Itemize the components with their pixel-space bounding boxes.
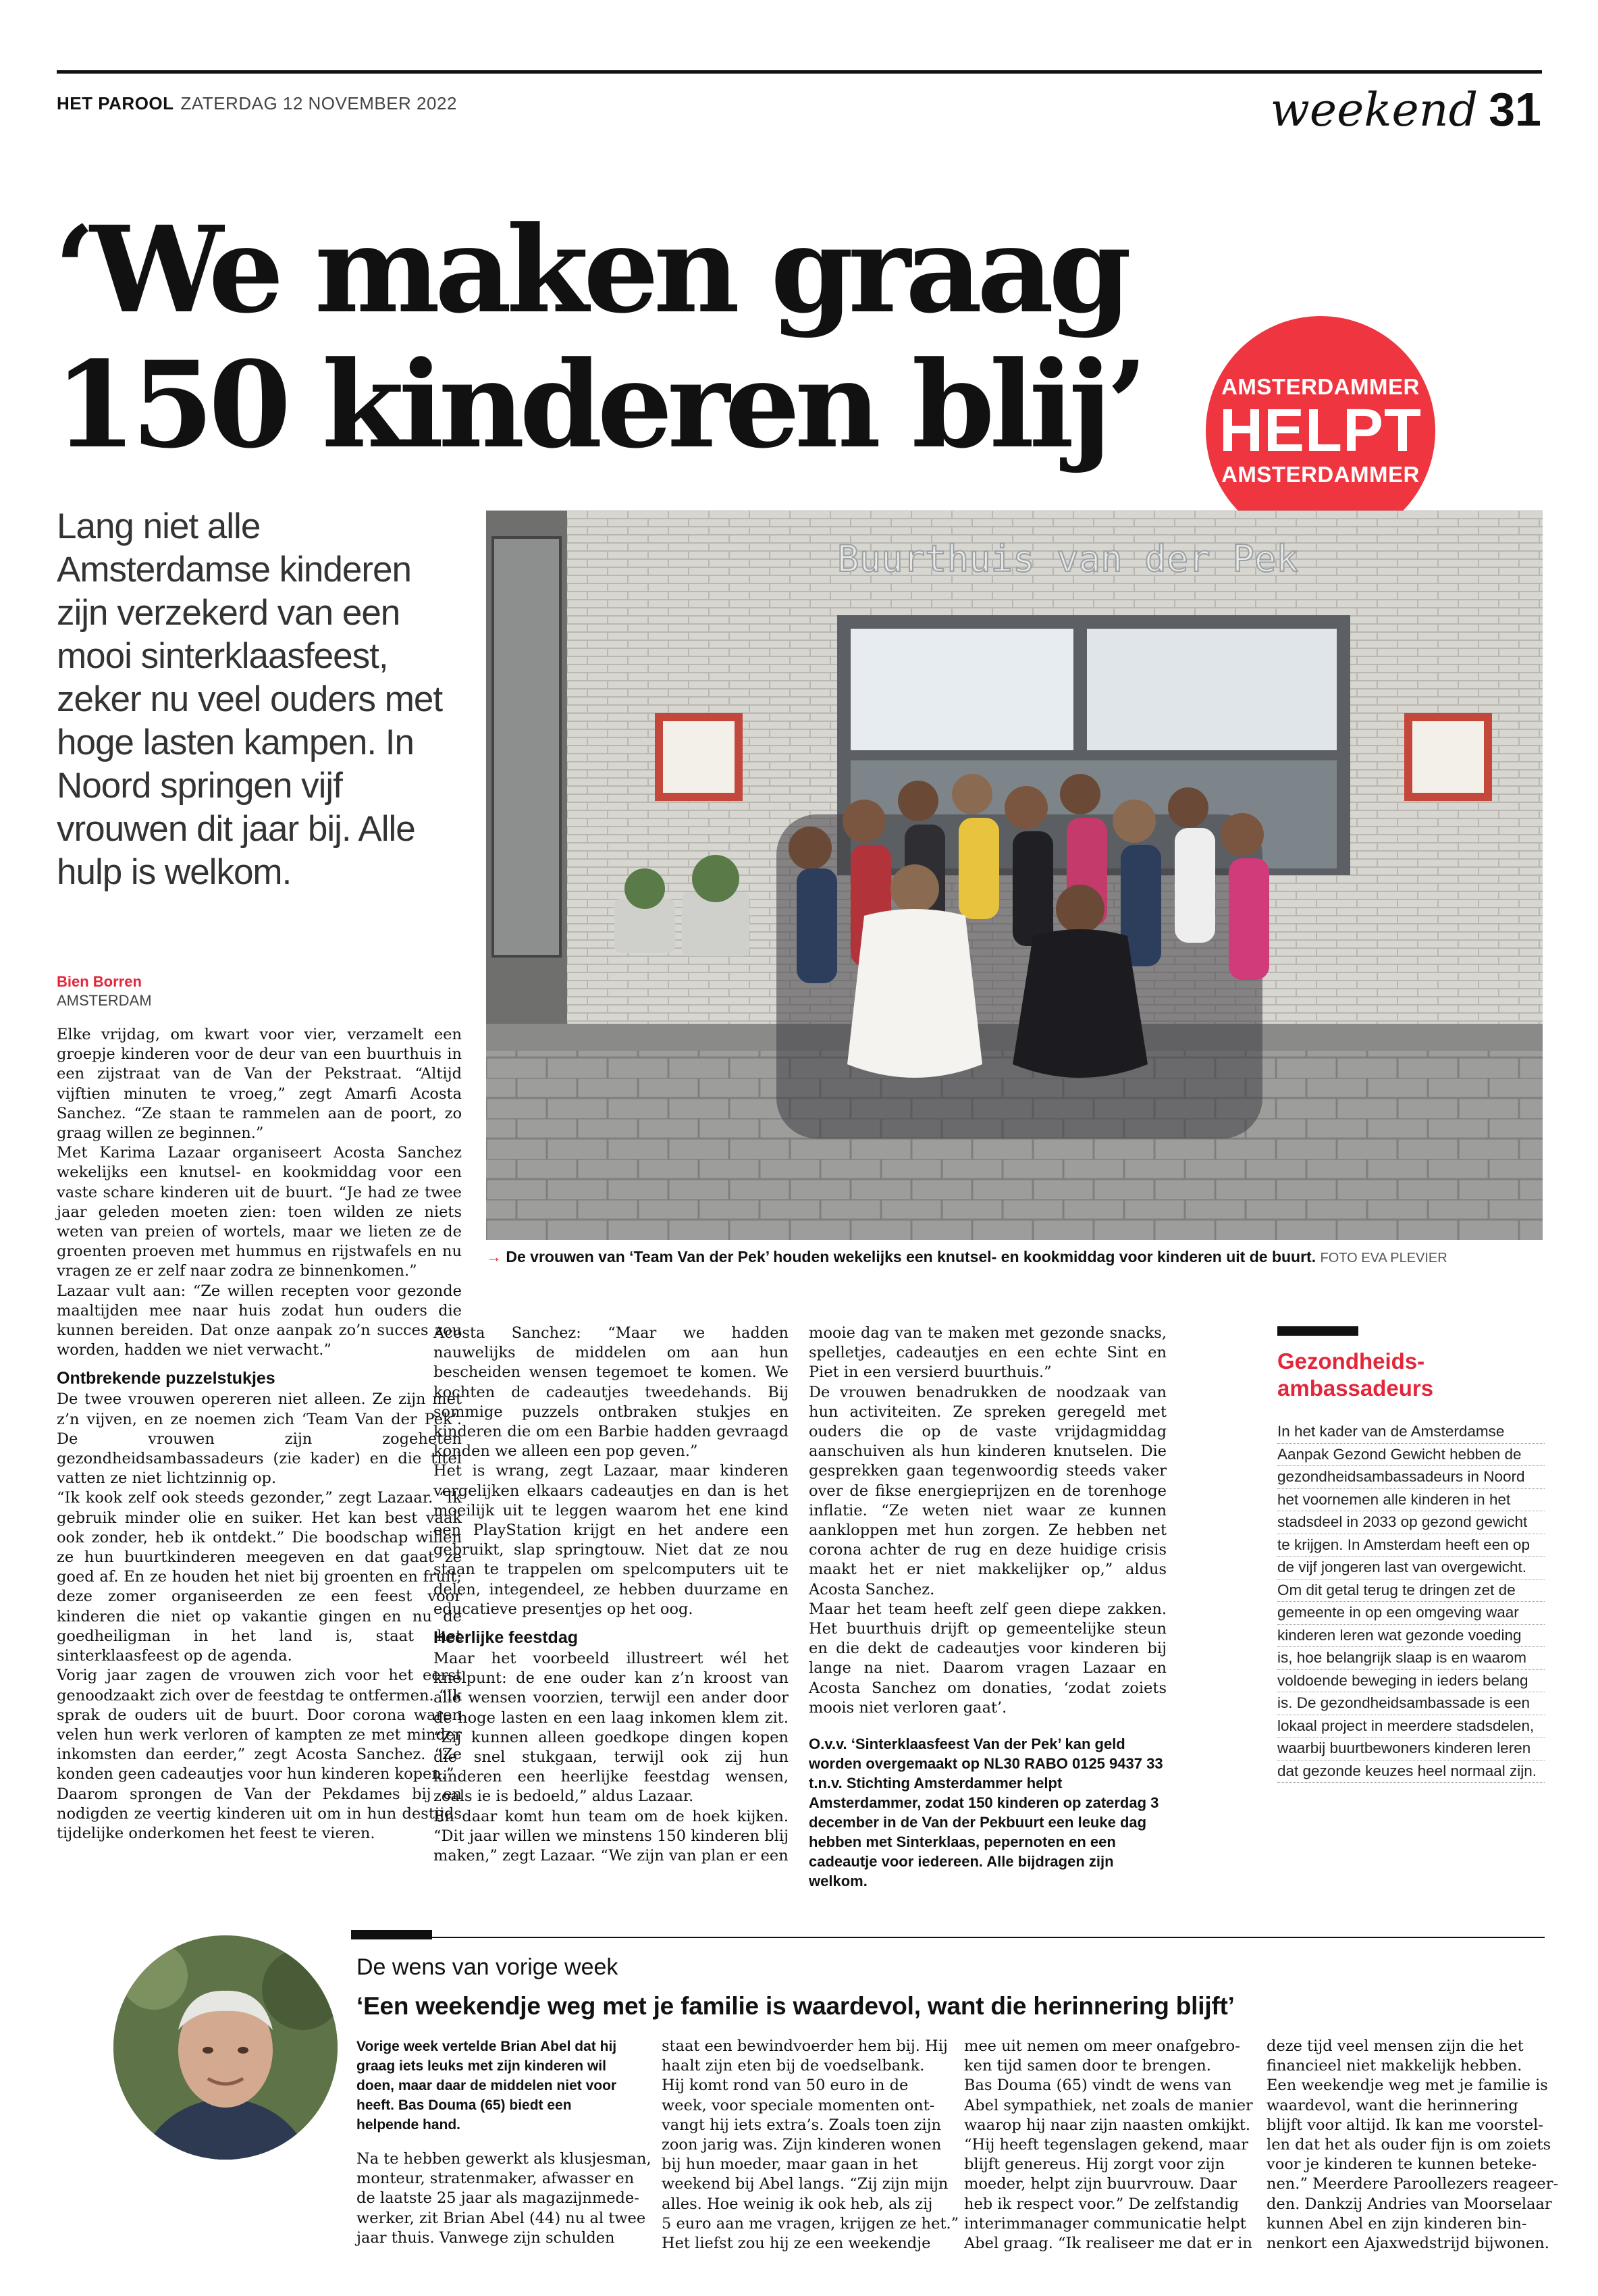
wish-text-line: Het liefst zou hij ze een weekendje: [662, 2235, 931, 2253]
wish-text-line: den. Dankzij Andries van Moorselaar: [1267, 2195, 1552, 2213]
badge-line-1: AMSTERDAMMER: [1221, 374, 1420, 399]
article-paragraph: Met Karima Lazaar organiseert Acosta Sanchez wekelijks een knutsel- en kookmiddag voor een vaste schare kinderen uit de buurt. “Je had ze twee jaar geleden moeten zien: toen wilden ze niets weten van preien of wortels, maar we lieten ze de groenten proeven met hummus en rijstwafels en nu vragen ze er zelf naar zodra ze binnenkomen.”: [57, 1144, 462, 1280]
sidebar-line: lokaal project in meerdere stadsdelen,: [1277, 1715, 1545, 1738]
portrait-photo: [113, 1935, 338, 2160]
wish-lead-line: heeft. Bas Douma (65) biedt een: [356, 2097, 572, 2113]
wish-text-line: blijft genereus. Hij zorgt voor zijn: [964, 2156, 1225, 2174]
wish-text-line: week, voor speciale momenten ont-: [662, 2096, 935, 2114]
article-paragraph: En daar komt hun team om de hoek kijken. “Dit jaar willen we minstens 150 kinderen blij maken,” zegt Lazaar. “We zijn van plan er een: [433, 1807, 789, 1865]
wish-text-line: de laatste 25 jaar als magazijnmede-: [356, 2189, 639, 2208]
sidebar-line: voldoende beweging in ieders belang: [1277, 1670, 1545, 1693]
wish-text-line: ken tijd samen door te brengen.: [964, 2057, 1211, 2075]
wish-text-line: interimmanager communicatie helpt: [964, 2214, 1246, 2233]
wish-column-2: [662, 2037, 959, 2253]
headline-line-1: ‘We maken graag: [54, 200, 1127, 340]
section-name: weekend: [1270, 84, 1479, 137]
sidebar-line: de vijf jongeren last van overgewicht.: [1277, 1557, 1545, 1580]
article-paragraph: Acosta Sanchez: “Maar we hadden nauwelijks de middelen om aan hun bescheiden wensen tegemoet te komen. We kochten de cadeautjes tweedehands. Bij sommige puzzels ontbraken stukjes en kinderen die om een Barbie hadden gevraagd konden we alleen een pop geven.”: [433, 1324, 789, 1461]
photo-sign: Buurthuis van der Pek: [837, 538, 1298, 580]
article-paragraph: “Ik kook zelf ook steeds gezonder,” zegt Lazaar. “Ik gebruik minder olie en suiker. Het kan best vaak ook zonder, heb ik ontdekt.” Die boodschap willen ze hun buurtkinderen meegeven en dat gaat ze goed af. En ze houden het niet bij groenten en fruit; deze zomer organiseerden ze een feest voor kinderen die niet op vakantie gingen en nu de goedheiligman in het land is, staat het sinterklaasfeest op de agenda.: [57, 1489, 462, 1665]
sidebar-line: gemeente in op een omgeving waar: [1277, 1602, 1545, 1625]
caption-text: De vrouwen van ‘Team Van der Pek’ houden wekelijks een knutsel- en kookmiddag voor kinderen uit de buurt.: [506, 1248, 1316, 1266]
wish-text-line: Een weekendje weg met je familie is: [1267, 2077, 1548, 2095]
byline: [57, 972, 152, 1010]
sidebar-line: Om dit getal terug te dringen zet de: [1277, 1580, 1545, 1602]
sidebar-line: is. De gezondheidsambassade is een: [1277, 1692, 1545, 1715]
issue-date: ZATERDAG 12 NOVEMBER 2022: [180, 93, 457, 113]
wish-lead-line: Vorige week vertelde Brian Abel dat hij: [356, 2039, 617, 2054]
wish-text-line: Bas Douma (65) vindt de wens van: [964, 2077, 1232, 2095]
article-paragraph: De twee vrouwen opereren niet alleen. Ze zijn met z’n vijven, en ze noemen zich ‘Team Van der Pek’. De vrouwen zijn zogeheten gezondheidsambassadeurs (zie kader) en die titel vatten ze niet lichtzinnig op.: [57, 1390, 462, 1488]
wish-text-line: werker, zit Brian Abel (44) nu al twee: [356, 2209, 646, 2227]
sidebar-line: waarbij buurtbewoners kinderen leren: [1277, 1738, 1545, 1760]
headline: [54, 200, 1161, 475]
article-column-3: [809, 1324, 1167, 1891]
sidebar-line: stadsdeel in 2033 op gezond gewicht: [1277, 1511, 1545, 1534]
article-paragraph: Het is wrang, zegt Lazaar, maar kinderen vergelijken elkaars cadeautjes en dan is het moeilijk uit te leggen waarom het ene kind een PlayStation krijgt en het andere een gebruikt, slap springtouw. Niet dat ze nou staan te trappelen om spelcomputers uit te delen, integendeel, ze hebben duurzame en educatieve presentjes op het oog.: [433, 1462, 789, 1618]
intro-text: Lang niet alle Amsterdamse kinderen zijn verzekerd van een mooi sinterklaasfeest, zeker nu veel ouders met hoge lasten kampen. In Noord springen vijf vrouwen dit jaar bij. Alle hulp is welkom.: [57, 506, 443, 892]
wish-text-line: Abel graag. “Ik realiseer me dat er in: [964, 2235, 1252, 2253]
wish-text-line: Hij komt rond van 50 euro in de: [662, 2077, 909, 2095]
sidebar-title: [1277, 1348, 1433, 1402]
caption-arrow-icon: →: [486, 1248, 502, 1266]
article-paragraph: Daarom sprongen de Van der Pekdames bij en nodigden ze veertig kinderen uit om in hun destijds tijdelijke onderkomen het feest te vieren.: [57, 1785, 462, 1842]
wish-text-line: Abel sympathiek, net zoals de manier: [964, 2096, 1253, 2114]
article-paragraph: Elke vrijdag, om kwart voor vier, verzamelt een groepje kinderen voor de deur van een buurthuis in een zijstraat van de Van der Pekstraat. “Altijd vijftien minuten te vroeg,” zegt Amarfi Acosta Sanchez. “Ze staan te rammelen aan de poort, zo graag willen ze beginnen.”: [57, 1026, 462, 1143]
wish-text-line: nenkort een Ajaxwedstrijd bijwonen.: [1267, 2235, 1549, 2253]
wish-text-line: waarop hij naar zijn naasten omkijkt.: [964, 2116, 1251, 2134]
subhead-puzzelstukjes: Ontbrekende puzzelstukjes: [57, 1369, 275, 1388]
wish-text-line: blijft voor altijd. Ik kan me voorstel-: [1267, 2116, 1543, 2134]
section-divider-block: [351, 1930, 432, 1939]
sidebar-line: is, hoe belangrijk slaap is en waarom: [1277, 1647, 1545, 1670]
wish-text-line: financieel niet makkelijk hebben.: [1267, 2057, 1522, 2075]
wish-text-line: alles. Hoe weinig ik ook heb, als zij: [662, 2195, 933, 2213]
article-paragraph: Vorig jaar zagen de vrouwen zich voor het eerst genoodzaakt zich over de feestdag te ontfermen. “Ik sprak de ouders uit de buurt. Door corona waren velen hun werk verloren of kampten ze met minder inkomsten dan eerder,” zegt Acosta Sanchez. “Ze konden geen cadeautjes voor hun kinderen kopen.”: [57, 1667, 462, 1783]
main-photo: [486, 511, 1543, 1240]
top-rule: [57, 70, 1542, 74]
wish-kicker: De wens van vorige week: [356, 1954, 618, 1980]
wish-text-line: mee uit nemen om meer onafgebro-: [964, 2037, 1240, 2055]
wish-text-line: vangt hij iets extra’s. Zoals toen zijn: [662, 2116, 942, 2134]
donation-info: O.v.v. ‘Sinterklaasfeest Van der Pek’ kan geld worden overgemaakt op NL30 RABO 0125 9437 33 t.n.v. Stichting Amsterdammer helpt Amsterdammer, zodat 150 kinderen op zaterdag 3 december in de Van der Pekbuurt een leuke dag hebben met Sinterklaas, pepernoten en een cadeautje voor iedereen. Alle bijdragen zijn welkom.: [809, 1736, 1163, 1890]
group-of-children: [776, 774, 1269, 1139]
portrait-illustration: [113, 1935, 338, 2160]
page-number: 31: [1489, 83, 1541, 136]
sidebar-line: het voornemen alle kinderen in het: [1277, 1489, 1545, 1512]
article-column-2: [433, 1324, 789, 1866]
wish-text-line: zoon jarig was. Zijn kinderen wonen: [662, 2136, 942, 2154]
wish-text-line: Na te hebben gewerkt als klusjesman,: [356, 2150, 651, 2168]
article-paragraph: Lazaar vult aan: “Ze willen recepten voor gezonde maaltijden mee naar huis zodat hun ouders die kunnen bereiden. Dat onze aanpak zo’n succes zou worden, hadden we niet verwacht.”: [57, 1282, 462, 1359]
article-paragraph: Maar het voorbeeld illustreert wél het knelpunt: de ene ouder kan z’n kroost van alle wensen voorzien, terwijl een ander door de hoge lasten en een laag inkomen klem zit. “Zij kunnen alleen goedkope dingen kopen die snel stukgaan, terwijl ook zij hun kinderen een heerlijke feestdag wensen, zoals ie is bedoeld,” aldus Lazaar.: [433, 1650, 789, 1806]
headline-line-2: 150 kinderen blij’: [54, 335, 1143, 475]
sidebar-line: dat gezonde keuzes heel normaal zijn.: [1277, 1760, 1545, 1783]
sidebar-line: te krijgen. In Amsterdam heeft een op: [1277, 1534, 1545, 1557]
wish-text-line: monteur, stratenmaker, afwasser en: [356, 2170, 635, 2188]
sidebar-body: [1277, 1421, 1545, 1783]
wish-lead: [356, 2037, 654, 2135]
badge-line-3: AMSTERDAMMER: [1221, 462, 1420, 487]
paper-name: HET PAROOL: [57, 93, 174, 113]
section-divider: [351, 1937, 1545, 1938]
article-paragraph: De vrouwen benadrukken de noodzaak van hun activiteiten. Ze spreken geregeld met ouders die op de vaste vrijdagmiddag aanschuiven als hun kinderen knutselen. Die gesprekken gaan tegenwoordig steeds vaker over de fikse energieprijzen en de torenhoge inflatie. “Ze weten niet waar ze kunnen aankloppen met hun zorgen. Ze hebben net corona achter de rug en deze huidige crisis maakt het er niet makkelijker op,” aldus Acosta Sanchez.: [809, 1383, 1167, 1598]
wish-text-line: 5 euro aan me vragen, krijgen ze het.”: [662, 2214, 959, 2233]
wish-lead-line: helpende hand.: [356, 2117, 461, 2133]
wish-text-line: waardevol, want die herinnering: [1267, 2096, 1518, 2114]
page-label: [1271, 82, 1541, 137]
badge-line-2: HELPT: [1219, 397, 1422, 465]
wish-column-3: [964, 2037, 1261, 2253]
wish-headline: ‘Een weekendje weg met je familie is waardevol, want die herinnering blijft’: [356, 1992, 1235, 2020]
article-paragraph: mooie dag van te maken met gezonde snacks, spelletjes, cadeautjes en een echte Sint en Piet in een versierd buurthuis.”: [809, 1324, 1167, 1382]
sidebar-title-line-1: Gezondheids-: [1277, 1349, 1425, 1374]
wish-text-line: jaar thuis. Vanwege zijn schulden: [356, 2228, 615, 2247]
wish-text-line: kunnen Abel en zijn kinderen bin-: [1267, 2214, 1527, 2233]
article-paragraph: Maar het team heeft zelf geen diepe zakken. Het buurthuis drijft op gemeentelijke steun en die dekt de cadeautjes voor kinderen bij lange na niet. Daarom vragen Lazaar en Acosta Sanchez om donaties, ‘zodat zoiets moois niet verloren gaat’.: [809, 1600, 1167, 1717]
photo-credit: FOTO EVA PLEVIER: [1320, 1251, 1447, 1266]
wish-text-line: deze tijd veel mensen zijn die het: [1267, 2037, 1524, 2055]
wish-text-line: voor je kinderen te kunnen beteke-: [1267, 2156, 1537, 2174]
dateline: AMSTERDAM: [57, 992, 152, 1009]
sidebar-line: kinderen leren wat gezonde voeding: [1277, 1625, 1545, 1648]
wish-text-line: len dat het als ouder fijn is om zoiets: [1267, 2136, 1551, 2154]
sidebar-line: In het kader van de Amsterdamse: [1277, 1421, 1545, 1444]
wish-text-line: haalt zijn eten bij de voedselbank.: [662, 2057, 925, 2075]
subhead-feestdag: Heerlijke feestdag: [433, 1628, 578, 1648]
wish-text-line: bij hun moeder, maar gaan in het: [662, 2156, 918, 2174]
photo-caption: [486, 1247, 1543, 1268]
wish-lead-line: graag iets leuks met zijn kinderen wil: [356, 2058, 606, 2074]
article-column-1: [57, 1025, 462, 1844]
wish-text-line: “Hij heeft tegenslagen gekend, maar: [964, 2136, 1248, 2154]
masthead: [57, 93, 457, 114]
author-name: Bien Borren: [57, 973, 142, 990]
sidebar-line: Aanpak Gezond Gewicht hebben de: [1277, 1444, 1545, 1467]
wish-text-line: heb ik respect voor.” De zelfstandig: [964, 2195, 1240, 2213]
wish-text-line: nen.” Meerdere Paroollezers reageer-: [1267, 2175, 1559, 2193]
sidebar-line: gezondheidsambassadeurs in Noord: [1277, 1466, 1545, 1489]
wish-column-1: [356, 2037, 654, 2248]
sidebar-rule: [1277, 1326, 1358, 1336]
wish-text-line: moeder, helpt zijn buurvrouw. Daar: [964, 2175, 1237, 2193]
wish-text-line: staat een bewindvoerder hem bij. Hij: [662, 2037, 948, 2055]
photo-illustration: [486, 511, 1543, 1240]
wish-text-line: weekend bij Abel langs. “Zij zijn mijn: [662, 2175, 949, 2193]
wish-column-4: [1267, 2037, 1559, 2253]
sidebar-title-line-2: ambassadeurs: [1277, 1376, 1434, 1401]
wish-lead-line: doen, maar daar de middelen niet voor: [356, 2078, 617, 2093]
